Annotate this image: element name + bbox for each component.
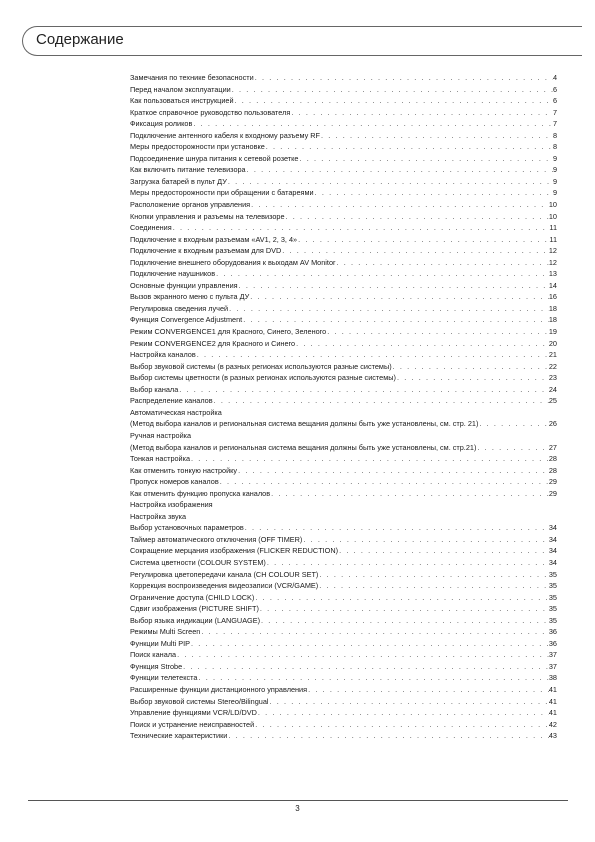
toc-entry[interactable] [130, 268, 557, 280]
toc-entry-title: Управление функциями VCR/LD/DVD [130, 708, 257, 718]
toc-entry-page: 34 [548, 523, 557, 533]
toc-entry[interactable] [130, 719, 557, 731]
toc-entry[interactable] [130, 696, 557, 708]
toc-entry-page: 6 [552, 84, 557, 94]
toc-dot-leader [281, 245, 549, 257]
toc-entry-page: 42 [548, 719, 557, 729]
toc-entry-title: Функции телетекста [130, 673, 198, 683]
toc-entry-title: Как пользоваться инструкцией [130, 96, 234, 106]
toc-dot-leader [476, 442, 548, 454]
toc-dot-leader [266, 557, 549, 569]
toc-entry[interactable] [130, 338, 557, 350]
toc-entry[interactable] [130, 442, 557, 454]
toc-dot-leader [338, 545, 549, 557]
toc-entry-title: Настройка звука [130, 511, 187, 521]
toc-entry[interactable] [130, 511, 557, 523]
toc-entry[interactable] [130, 222, 557, 234]
toc-dot-leader [190, 453, 549, 465]
toc-dot-leader [254, 72, 553, 84]
toc-dot-leader [192, 118, 553, 130]
toc-dot-leader [242, 314, 549, 326]
toc-entry-title: Настройка изображения [130, 500, 213, 510]
toc-dot-leader [227, 730, 549, 742]
toc-entry-title: Выбор языка индикации (LANGUAGE) [130, 615, 261, 625]
toc-entry[interactable] [130, 384, 557, 396]
toc-entry[interactable] [130, 557, 557, 569]
toc-dot-leader [478, 418, 548, 430]
toc-dot-leader [295, 338, 549, 350]
toc-entry[interactable] [130, 141, 557, 153]
toc-entry[interactable] [130, 407, 557, 419]
toc-entry-title: Краткое справочное руководство пользователя [130, 107, 291, 117]
footer-divider [28, 800, 568, 801]
toc-dot-leader [307, 684, 549, 696]
toc-dot-leader [237, 465, 549, 477]
toc-entry-title: Расположение органов управления [130, 200, 251, 210]
toc-entry-title: Выбор звуковой системы Stereo/Bilingual [130, 696, 269, 706]
toc-entry-page: 8 [552, 130, 557, 140]
toc-dot-leader [265, 141, 553, 153]
toc-entry[interactable] [130, 349, 557, 361]
toc-entry-title: Режим CONVERGENCE2 для Красного и Синего [130, 338, 296, 348]
toc-entry-title: Как отменить тонкую настройку [130, 465, 238, 475]
toc-entry-page: 11 [549, 234, 557, 244]
toc-entry-page: 34 [548, 557, 557, 567]
toc-entry-page: 9 [552, 165, 557, 175]
toc-entry[interactable] [130, 661, 557, 673]
toc-entry-page: 34 [548, 534, 557, 544]
toc-entry-page: 37 [548, 650, 557, 660]
toc-dot-leader [298, 153, 552, 165]
toc-dot-leader [254, 719, 549, 731]
toc-entry-page: 35 [548, 615, 557, 625]
toc-entry[interactable] [130, 730, 557, 742]
toc-dot-leader [314, 187, 553, 199]
toc-entry[interactable] [130, 245, 557, 257]
toc-entry-title: Подключение наушников [130, 269, 216, 279]
toc-entry-page: 7 [552, 107, 557, 117]
toc-entry-title: Как включить питание телевизора [130, 165, 246, 175]
toc-entry-title: Подсоединение шнура питания к сетевой розетке [130, 153, 299, 163]
toc-entry-page: 37 [548, 661, 557, 671]
toc-entry-page: 10 [548, 211, 557, 221]
toc-entry-page: 8 [552, 142, 557, 152]
toc-entry[interactable] [130, 672, 557, 684]
toc-entry-title: Меры предосторожности при установке [130, 142, 265, 152]
toc-entry-title: Соединения [130, 223, 172, 233]
toc-entry[interactable] [130, 84, 557, 96]
toc-entry-page: 41 [548, 684, 557, 694]
toc-dot-leader [259, 603, 549, 615]
toc-entry[interactable] [130, 580, 557, 592]
toc-dot-leader [176, 649, 549, 661]
toc-entry-page: 21 [548, 350, 557, 360]
toc-entry-page: 20 [548, 338, 557, 348]
toc-dot-leader [302, 534, 549, 546]
toc-dot-leader [198, 672, 549, 684]
toc-entry-title: Основные функции управления [130, 280, 238, 290]
toc-entry[interactable] [130, 626, 557, 638]
toc-dot-leader [318, 569, 549, 581]
toc-entry-page: 43 [548, 731, 557, 741]
toc-entry[interactable] [130, 592, 557, 604]
toc-entry-title: Подключение к входным разъемам «AV1, 2, 3, 4» [130, 234, 298, 244]
toc-entry-title: Меры предосторожности при обращении с батареями [130, 188, 314, 198]
toc-entry-title: Пропуск номеров каналов [130, 477, 219, 487]
toc-dot-leader [178, 384, 549, 396]
toc-dot-leader [219, 476, 549, 488]
toc-dot-leader [269, 696, 549, 708]
toc-entry-title: Таймер автоматического отключения (OFF TIMER) [130, 534, 303, 544]
toc-entry-page: 9 [552, 188, 557, 198]
toc-entry-title: Функция Convergence Adjustment [130, 315, 243, 325]
toc-entry-title: Система цветности (COLOUR SYSTEM) [130, 557, 266, 567]
toc-entry-page: 9 [552, 153, 557, 163]
toc-entry-title: Регулировка цветопередачи канала (CH COLOUR SET) [130, 569, 319, 579]
toc-entry-title: Коррекция воспроизведения видеозаписи (VCR/GAME) [130, 581, 319, 591]
toc-dot-leader [392, 361, 549, 373]
toc-entry-title: Выбор звуковой системы (в разных регионах используются разные системы) [130, 361, 392, 371]
toc-entry[interactable] [130, 603, 557, 615]
toc-dot-leader [213, 395, 549, 407]
toc-entry[interactable] [130, 684, 557, 696]
toc-entry-title: Замечания по технике безопасности [130, 73, 254, 82]
toc-entry-title: Функция Strobe [130, 661, 183, 671]
toc-entry-title: Кнопки управления и разъемы на телевизоре [130, 211, 285, 221]
toc-entry-title: Вызов экранного меню с пульта ДУ [130, 292, 250, 302]
toc-entry[interactable] [130, 107, 557, 119]
toc-dot-leader [290, 107, 553, 119]
toc-dot-leader [297, 234, 549, 246]
toc-entry[interactable] [130, 176, 557, 188]
toc-dot-leader [234, 95, 553, 107]
toc-entry[interactable] [130, 499, 557, 511]
toc-entry-page: 24 [548, 384, 557, 394]
toc-dot-leader [270, 488, 549, 500]
toc-entry-page: 18 [548, 315, 557, 325]
toc-entry[interactable] [130, 199, 557, 211]
toc-entry[interactable] [130, 118, 557, 130]
toc-dot-leader [250, 199, 549, 211]
toc-entry[interactable] [130, 430, 557, 442]
toc-entry[interactable] [130, 707, 557, 719]
toc-entry[interactable] [130, 488, 557, 500]
toc-entry-title: Распределение каналов [130, 396, 213, 406]
toc-entry[interactable] [130, 164, 557, 176]
toc-entry-page: 35 [548, 581, 557, 591]
toc-entry-page: 41 [548, 696, 557, 706]
toc-entry-title: Выбор системы цветности (в разных регионах используются разные системы) [130, 373, 396, 383]
toc-entry-page: 9 [552, 176, 557, 186]
toc-entry-title: Режимы Multi Screen [130, 627, 201, 637]
toc-dot-leader [215, 268, 549, 280]
toc-entry-title: (Метод выбора каналов и региональная система вещания должны быть уже установлены, см. стр.21) [130, 442, 477, 452]
toc-entry[interactable] [130, 649, 557, 661]
toc-dot-leader [246, 164, 553, 176]
toc-entry[interactable] [130, 257, 557, 269]
toc-entry[interactable] [130, 72, 557, 84]
toc-entry-page: 23 [548, 373, 557, 383]
toc-dot-leader [285, 211, 549, 223]
toc-entry-title: Поиск и устранение неисправностей [130, 719, 255, 729]
toc-entry-title: Настройка каналов [130, 350, 196, 360]
toc-dot-leader [318, 580, 549, 592]
toc-entry-page: 7 [552, 119, 557, 129]
toc-entry[interactable] [130, 153, 557, 165]
toc-dot-leader [200, 626, 549, 638]
toc-entry-title: Ручная настройка [130, 430, 192, 440]
toc-entry-title: Расширенные функции дистанционного управления [130, 684, 308, 694]
toc-dot-leader [320, 130, 553, 142]
toc-entry-page: 38 [548, 673, 557, 683]
toc-dot-leader [254, 592, 549, 604]
toc-entry-page: 26 [548, 419, 557, 429]
toc-dot-leader [172, 222, 550, 234]
toc-entry-page: 41 [548, 708, 557, 718]
toc-entry[interactable] [130, 534, 557, 546]
toc-dot-leader [231, 84, 553, 96]
toc-entry-page: 28 [548, 454, 557, 464]
toc-dot-leader [326, 326, 549, 338]
toc-entry[interactable] [130, 476, 557, 488]
toc-entry[interactable] [130, 453, 557, 465]
toc-dot-leader [249, 291, 549, 303]
toc-entry-page: 14 [548, 280, 557, 290]
toc-entry-page: 27 [548, 442, 557, 452]
toc-entry[interactable] [130, 130, 557, 142]
toc-entry-title: Подключение внешнего оборудования к выходам AV Monitor [130, 257, 336, 267]
toc-dot-leader [227, 176, 553, 188]
toc-entry-title: Регулировка сведения лучей [130, 303, 229, 313]
toc-entry-title: Перед началом эксплуатации [130, 84, 231, 94]
toc-entry-title: Выбор канала [130, 384, 179, 394]
toc-entry[interactable] [130, 361, 557, 373]
toc-entry-title: Режим CONVERGENCE1 для Красного, Синего, Зеленого [130, 327, 327, 337]
toc-entry[interactable] [130, 303, 557, 315]
toc-entry-page: 10 [548, 200, 557, 210]
toc-entry-title: Автоматическая настройка [130, 407, 222, 417]
toc-dot-leader [257, 707, 549, 719]
toc-entry-title: Как отменить функцию пропуска каналов [130, 488, 271, 498]
toc-entry-title: Ограничение доступа (CHILD LOCK) [130, 592, 255, 602]
toc-entry[interactable] [130, 291, 557, 303]
toc-entry[interactable] [130, 395, 557, 407]
toc-entry-page: 16 [548, 292, 557, 302]
toc-entry-page: 19 [548, 327, 557, 337]
toc-entry-page: 29 [548, 477, 557, 487]
toc-dot-leader [238, 280, 549, 292]
toc-entry[interactable] [130, 615, 557, 627]
toc-entry[interactable] [130, 326, 557, 338]
toc-entry[interactable] [130, 638, 557, 650]
toc-entry[interactable] [130, 465, 557, 477]
toc-entry[interactable] [130, 280, 557, 292]
toc-entry-page: 12 [548, 257, 557, 267]
toc-dot-leader [260, 615, 549, 627]
toc-entry-title: Сокращение мерцания изображения (FLICKER REDUCTION) [130, 546, 339, 556]
toc-dot-leader [244, 522, 549, 534]
toc-entry[interactable] [130, 95, 557, 107]
toc-entry[interactable] [130, 522, 557, 534]
toc-entry-title: Поиск канала [130, 650, 177, 660]
toc-entry-page: 13 [548, 269, 557, 279]
toc-dot-leader [228, 303, 549, 315]
toc-dot-leader [396, 372, 549, 384]
toc-entry-title: Выбор установочных параметров [130, 523, 244, 533]
toc-entry-page: 35 [548, 592, 557, 602]
toc-entry-page: 34 [548, 546, 557, 556]
toc-entry-page: 28 [548, 465, 557, 475]
toc-entry-title: Тонкая настройка [130, 454, 191, 464]
toc-entry-page: 12 [548, 246, 557, 256]
toc-entry-title: Фиксация роликов [130, 119, 193, 129]
toc-dot-leader [335, 257, 548, 269]
toc-entry-page: 4 [552, 73, 557, 82]
table-of-contents [130, 72, 557, 742]
toc-entry[interactable] [130, 372, 557, 384]
toc-entry-title: Подключение антенного кабеля к входному разъему RF [130, 130, 320, 140]
toc-entry-page: 35 [548, 569, 557, 579]
toc-entry[interactable] [130, 187, 557, 199]
toc-entry-title: (Метод выбора каналов и региональная система вещания должны быть уже установлены, см. стр. 21) [130, 419, 479, 429]
toc-entry-page: 36 [548, 627, 557, 637]
toc-entry-page: 6 [552, 96, 557, 106]
toc-entry-title: Сдвиг изображения (PICTURE SHIFT) [130, 604, 259, 614]
toc-entry[interactable] [130, 314, 557, 326]
toc-entry-title: Подключение к входным разъемам для DVD [130, 246, 282, 256]
toc-dot-leader [196, 349, 549, 361]
toc-entry-page: 29 [548, 488, 557, 498]
toc-entry[interactable] [130, 545, 557, 557]
toc-entry-page: 36 [548, 638, 557, 648]
toc-entry[interactable] [130, 211, 557, 223]
toc-dot-leader [182, 661, 549, 673]
toc-entry-page: 18 [548, 303, 557, 313]
toc-entry-page: 11 [549, 223, 557, 233]
toc-dot-leader [190, 638, 549, 650]
toc-entry-title: Загрузка батарей в пульт ДУ [130, 176, 227, 186]
toc-entry-title: Функции Multi PIP [130, 638, 190, 648]
toc-entry[interactable] [130, 418, 557, 430]
toc-entry-title: Технические характеристики [130, 731, 228, 741]
toc-entry-page: 22 [548, 361, 557, 371]
toc-entry[interactable] [130, 569, 557, 581]
page-title: Содержание [36, 31, 124, 48]
toc-entry[interactable] [130, 234, 557, 246]
toc-entry-page: 25 [548, 396, 557, 406]
toc-entry-page: 35 [548, 604, 557, 614]
page-number: 3 [295, 804, 300, 813]
